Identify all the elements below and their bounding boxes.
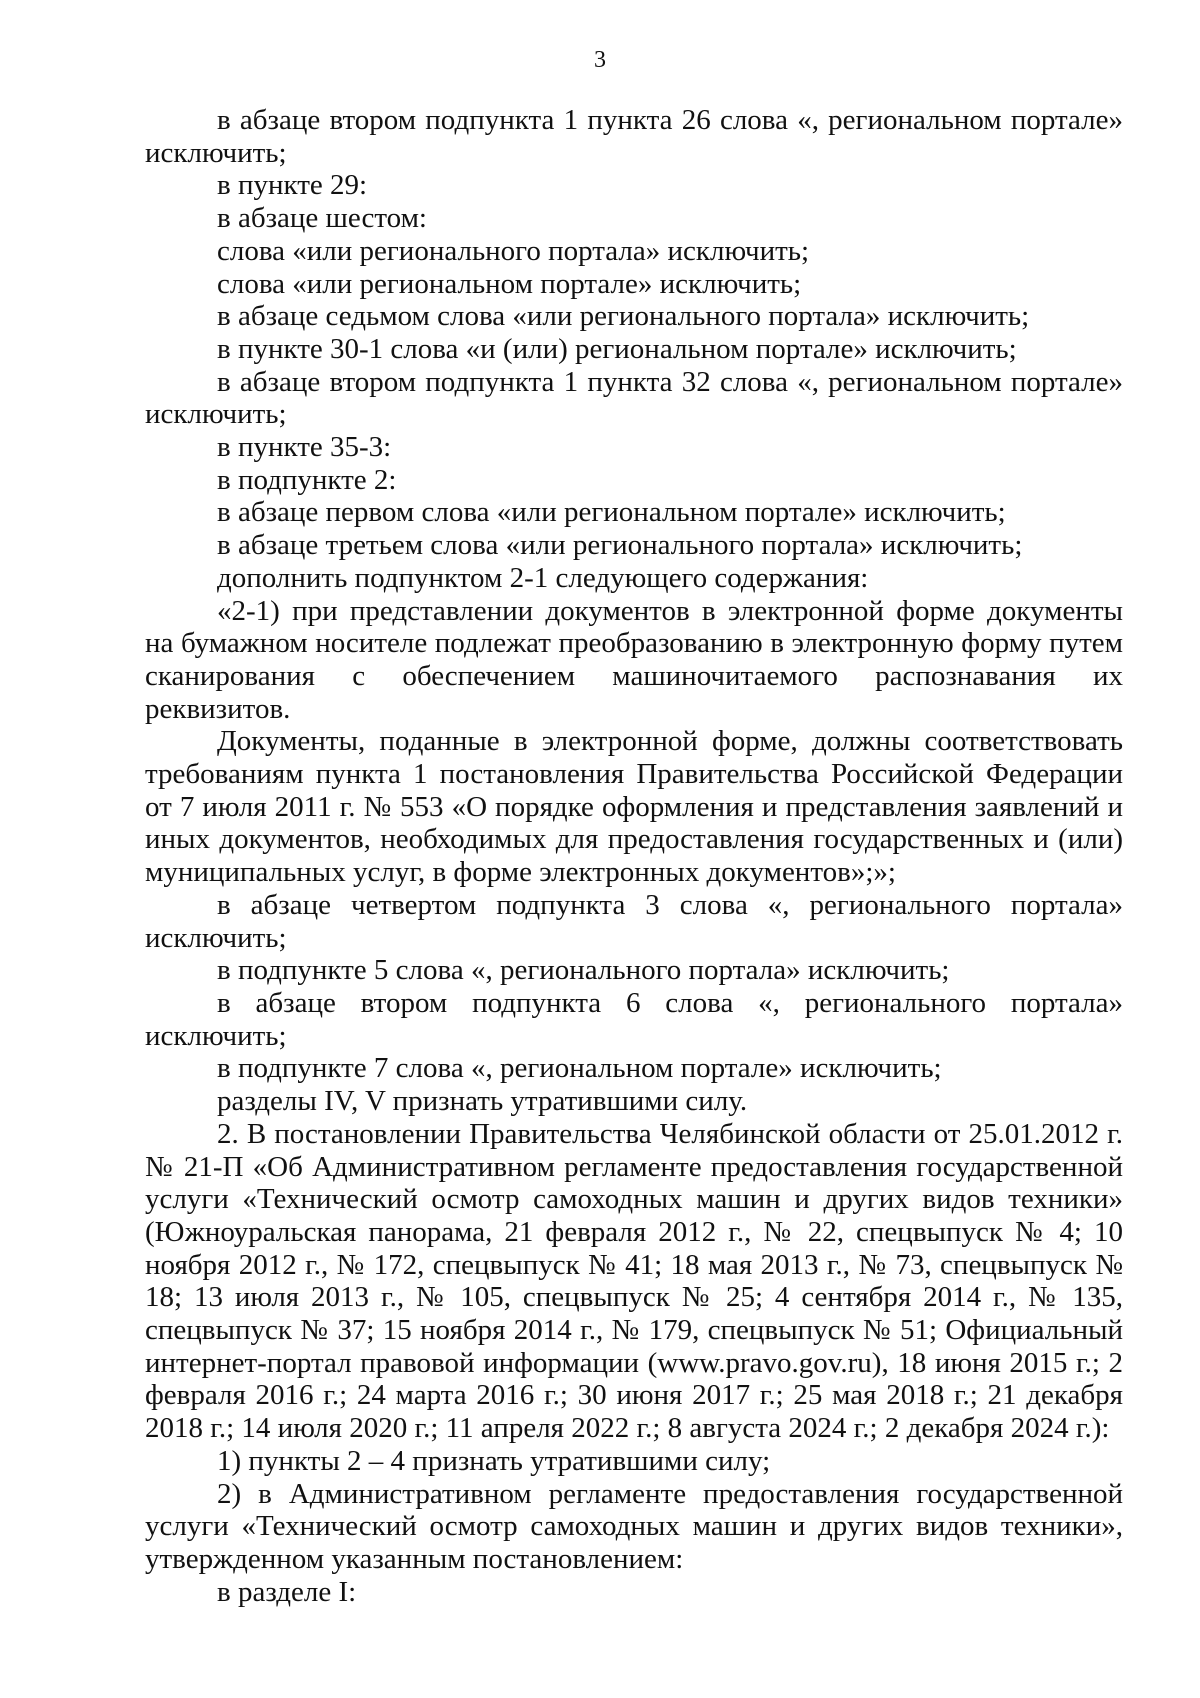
paragraph: в подпункте 5 слова «, регионального портала» исключить; — [217, 954, 950, 987]
paragraph: в пункте 29: — [217, 169, 368, 202]
paragraph: в абзаце втором подпункта 1 пункта 26 слова «, региональном портале» исключить; — [145, 104, 1123, 169]
paragraph: в абзаце втором подпункта 1 пункта 32 слова «, региональном портале» исключить; — [145, 365, 1123, 431]
paragraph: в абзаце втором подпункта 6 слова «, регионального портала» исключить; — [145, 986, 1123, 1052]
paragraph: в пункте 35-3: — [217, 431, 392, 464]
quoted-paragraph: Документы, поданные в электронной форме, должны соответствовать требованиям пункта 1 постановления Правительства Российской Федерации от 7 июля 2011 г. № 553 «О порядке оформления и представления заявлений и иных документов, необходимых для предоставления государственных и (или) муниципальных услуг, в форме электронных документов»;»; — [145, 725, 1123, 889]
paragraph: дополнить подпунктом 2-1 следующего содержания: — [217, 561, 869, 594]
quoted-paragraph: «2-1) при представлении документов в электронной форме документы на бумажном носителе подлежат преобразованию в электронную форму путем сканирования с обеспечением машиночитаемого распознавания их реквизитов. — [145, 594, 1123, 725]
paragraph: разделы IV, V признать утратившими силу. — [217, 1085, 748, 1118]
paragraph: 1) пункты 2 – 4 признать утратившими силу; — [217, 1444, 771, 1477]
section-paragraph: 2. В постановлении Правительства Челябинской области от 25.01.2012 г. № 21-П «Об Административном регламенте предоставления государственной услуги «Технический осмотр самоходных машин и других видов техники» (Южноуральская панорама, 21 февраля 2012 г., № 22, спецвыпуск № 4; 10 ноября 2012 г., № 172, спецвыпуск № 41; 18 мая 2013 г., № 73, спецвыпуск № 18; 13 июля 2013 г., № 105, спецвыпуск № 25; 4 сентября 2014 г., № 135, спецвыпуск № 37; 15 ноября 2014 г., № 179, спецвыпуск № 51; Официальный интернет-портал правовой информации (www.pravo.gov.ru), 18 июня 2015 г.; 2 февраля 2016 г.; 24 марта 2016 г.; 30 июня 2017 г.; 25 мая 2018 г.; 21 декабря 2018 г.; 14 июля 2020 г.; 11 апреля 2022 г.; 8 августа 2024 г.; 2 декабря 2024 г.): — [145, 1117, 1123, 1445]
paragraph: в подпункте 2: — [217, 463, 397, 496]
page-number: 3 — [594, 47, 606, 73]
paragraph: 2) в Административном регламенте предоставления государственной услуги «Технический осмотр самоходных машин и других видов техники», утвержденном указанным постановлением: — [145, 1477, 1123, 1575]
paragraph: слова «или регионального портала» исключить; — [217, 234, 810, 267]
paragraph: в абзаце четвертом подпункта 3 слова «, регионального портала» исключить; — [145, 888, 1123, 954]
paragraph: в абзаце третьем слова «или регионального портала» исключить; — [217, 529, 1023, 562]
paragraph: в абзаце седьмом слова «или регионального портала» исключить; — [217, 300, 1030, 333]
paragraph: в абзаце первом слова «или региональном портале» исключить; — [217, 496, 1006, 529]
paragraph: в пункте 30-1 слова «и (или) региональном портале» исключить; — [217, 332, 1017, 365]
paragraph: в подпункте 7 слова «, региональном портале» исключить; — [217, 1052, 942, 1085]
paragraph: в абзаце шестом: — [217, 202, 427, 235]
paragraph: в разделе I: — [217, 1575, 357, 1608]
document-body — [145, 104, 1123, 1608]
paragraph: слова «или региональном портале» исключить; — [217, 267, 802, 300]
